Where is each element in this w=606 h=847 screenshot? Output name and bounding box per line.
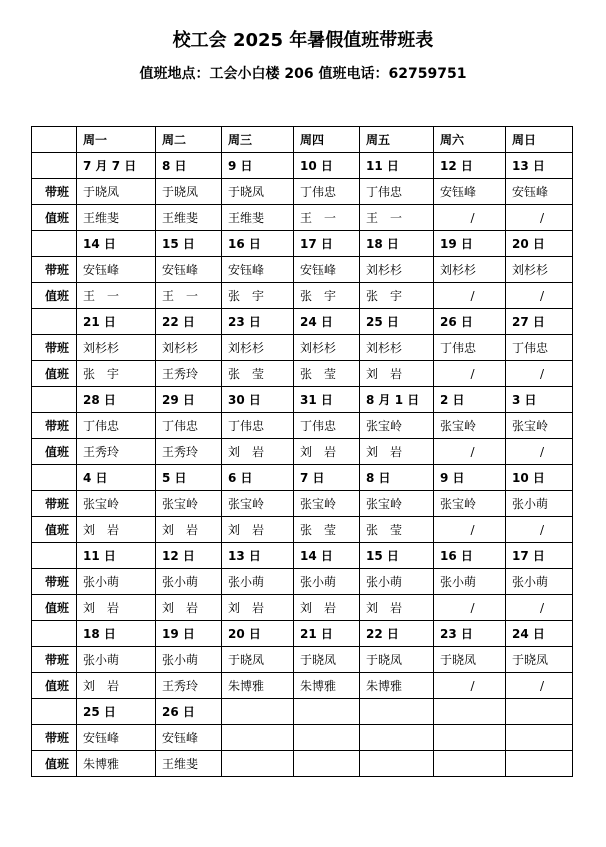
date-cell: 3 日 [506, 387, 573, 413]
lead-row [32, 647, 573, 673]
lead-person-cell: 张小萌 [506, 491, 573, 517]
lead-person-cell: 丁伟忠 [360, 179, 434, 205]
lead-label: 带班 [32, 179, 77, 205]
duty-label: 值班 [32, 673, 77, 699]
date-cell: 18 日 [77, 621, 156, 647]
lead-person-cell: 于晓凤 [222, 179, 294, 205]
weekday-cell: 周六 [434, 127, 506, 153]
duty-person-cell: / [434, 361, 506, 387]
lead-person-cell [360, 725, 434, 751]
page-title: 校工会 2025 年暑假值班带班表 [172, 30, 434, 51]
duty-person-cell [434, 751, 506, 777]
duty-person-cell: 王维斐 [77, 205, 156, 231]
duty-person-cell: / [434, 517, 506, 543]
date-cell: 17 日 [506, 543, 573, 569]
duty-person-cell: / [434, 673, 506, 699]
date-cell: 26 日 [434, 309, 506, 335]
lead-row [32, 413, 573, 439]
lead-row [32, 179, 573, 205]
date-cell: 23 日 [222, 309, 294, 335]
date-cell [434, 699, 506, 725]
lead-person-cell: 于晓凤 [294, 647, 360, 673]
duty-person-cell: 刘 岩 [222, 439, 294, 465]
lead-person-cell: 于晓凤 [222, 647, 294, 673]
date-cell: 11 日 [77, 543, 156, 569]
lead-person-cell: 丁伟忠 [77, 413, 156, 439]
page-subtitle: 值班地点：工会小白楼 206 值班电话：62759751 [139, 66, 467, 82]
duty-person-cell: 刘 岩 [222, 595, 294, 621]
duty-person-cell: / [506, 517, 573, 543]
duty-label: 值班 [32, 283, 77, 309]
lead-person-cell: 张宝岭 [360, 491, 434, 517]
duty-person-cell: 王秀玲 [156, 673, 222, 699]
date-cell: 28 日 [77, 387, 156, 413]
date-cell: 17 日 [294, 231, 360, 257]
lead-person-cell [222, 725, 294, 751]
lead-person-cell: 张宝岭 [222, 491, 294, 517]
row-label-empty [32, 621, 77, 647]
duty-person-cell: 张 宇 [294, 283, 360, 309]
date-cell: 21 日 [77, 309, 156, 335]
duty-person-cell: / [506, 205, 573, 231]
date-cell: 25 日 [77, 699, 156, 725]
lead-person-cell: 于晓凤 [360, 647, 434, 673]
date-cell: 14 日 [77, 231, 156, 257]
date-cell: 14 日 [294, 543, 360, 569]
duty-row [32, 283, 573, 309]
lead-person-cell: 丁伟忠 [434, 335, 506, 361]
date-row [32, 465, 573, 491]
duty-person-cell: / [434, 439, 506, 465]
duty-row [32, 595, 573, 621]
duty-row [32, 673, 573, 699]
lead-person-cell: 张小萌 [156, 647, 222, 673]
lead-person-cell [434, 725, 506, 751]
date-cell: 13 日 [506, 153, 573, 179]
duty-person-cell: / [506, 673, 573, 699]
duty-person-cell: 王秀玲 [77, 439, 156, 465]
duty-person-cell: / [506, 361, 573, 387]
weekday-cell: 周三 [222, 127, 294, 153]
lead-person-cell: 刘杉杉 [156, 335, 222, 361]
date-cell [360, 699, 434, 725]
date-cell: 30 日 [222, 387, 294, 413]
duty-label: 值班 [32, 595, 77, 621]
date-cell: 13 日 [222, 543, 294, 569]
date-cell: 18 日 [360, 231, 434, 257]
lead-person-cell: 张小萌 [222, 569, 294, 595]
date-cell: 19 日 [156, 621, 222, 647]
lead-label: 带班 [32, 569, 77, 595]
duty-person-cell: 王 一 [360, 205, 434, 231]
lead-person-cell: 张宝岭 [434, 413, 506, 439]
lead-person-cell: 张宝岭 [156, 491, 222, 517]
duty-person-cell: 张 宇 [360, 283, 434, 309]
lead-person-cell: 安钰峰 [506, 179, 573, 205]
duty-row [32, 361, 573, 387]
date-cell: 21 日 [294, 621, 360, 647]
lead-person-cell: 安钰峰 [156, 725, 222, 751]
date-cell: 5 日 [156, 465, 222, 491]
date-cell: 16 日 [434, 543, 506, 569]
duty-person-cell [360, 751, 434, 777]
row-label-empty [32, 465, 77, 491]
duty-row [32, 205, 573, 231]
date-cell [506, 699, 573, 725]
date-row [32, 621, 573, 647]
date-row [32, 387, 573, 413]
date-cell: 31 日 [294, 387, 360, 413]
lead-person-cell: 安钰峰 [77, 725, 156, 751]
duty-label: 值班 [32, 517, 77, 543]
duty-label: 值班 [32, 361, 77, 387]
lead-person-cell: 张小萌 [360, 569, 434, 595]
duty-person-cell: 刘 岩 [360, 361, 434, 387]
weekday-cell: 周四 [294, 127, 360, 153]
duty-person-cell: 刘 岩 [156, 517, 222, 543]
date-cell: 7 月 7 日 [77, 153, 156, 179]
duty-label: 值班 [32, 439, 77, 465]
weekday-cell: 周五 [360, 127, 434, 153]
lead-person-cell: 丁伟忠 [156, 413, 222, 439]
duty-person-cell: 张 莹 [294, 361, 360, 387]
lead-person-cell: 刘杉杉 [360, 257, 434, 283]
lead-person-cell: 张小萌 [506, 569, 573, 595]
corner-cell [32, 127, 77, 153]
date-cell: 20 日 [222, 621, 294, 647]
date-cell [222, 699, 294, 725]
duty-person-cell: 王 一 [156, 283, 222, 309]
duty-person-cell: / [434, 595, 506, 621]
date-cell [294, 699, 360, 725]
weekday-cell: 周日 [506, 127, 573, 153]
duty-label: 值班 [32, 205, 77, 231]
lead-person-cell: 张小萌 [156, 569, 222, 595]
duty-person-cell: / [506, 283, 573, 309]
duty-row [32, 439, 573, 465]
duty-person-cell: 刘 岩 [77, 595, 156, 621]
lead-label: 带班 [32, 725, 77, 751]
lead-person-cell: 安钰峰 [294, 257, 360, 283]
lead-person-cell: 于晓凤 [434, 647, 506, 673]
lead-label: 带班 [32, 257, 77, 283]
date-cell: 11 日 [360, 153, 434, 179]
duty-person-cell: 刘 岩 [294, 439, 360, 465]
lead-person-cell: 于晓凤 [506, 647, 573, 673]
duty-person-cell: 朱博雅 [222, 673, 294, 699]
date-row [32, 231, 573, 257]
duty-person-cell: / [434, 283, 506, 309]
weekday-cell: 周二 [156, 127, 222, 153]
lead-person-cell: 丁伟忠 [506, 335, 573, 361]
duty-person-cell: 张 莹 [294, 517, 360, 543]
duty-person-cell: 张 莹 [360, 517, 434, 543]
lead-row [32, 257, 573, 283]
lead-person-cell: 刘杉杉 [434, 257, 506, 283]
duty-row [32, 751, 573, 777]
duty-person-cell: 刘 岩 [360, 439, 434, 465]
lead-person-cell [506, 725, 573, 751]
date-cell: 9 日 [222, 153, 294, 179]
date-cell: 20 日 [506, 231, 573, 257]
date-row [32, 309, 573, 335]
date-cell: 29 日 [156, 387, 222, 413]
row-label-empty [32, 153, 77, 179]
date-cell: 24 日 [506, 621, 573, 647]
date-cell: 22 日 [360, 621, 434, 647]
duty-person-cell: 王维斐 [222, 205, 294, 231]
date-cell: 25 日 [360, 309, 434, 335]
duty-person-cell: 刘 岩 [360, 595, 434, 621]
duty-person-cell: 刘 岩 [77, 517, 156, 543]
lead-person-cell: 刘杉杉 [77, 335, 156, 361]
lead-person-cell: 刘杉杉 [360, 335, 434, 361]
lead-label: 带班 [32, 335, 77, 361]
duty-person-cell: 朱博雅 [360, 673, 434, 699]
date-row [32, 699, 573, 725]
date-cell: 15 日 [156, 231, 222, 257]
date-cell: 8 日 [360, 465, 434, 491]
lead-person-cell: 丁伟忠 [294, 179, 360, 205]
duty-person-cell: 张 宇 [222, 283, 294, 309]
row-label-empty [32, 231, 77, 257]
lead-label: 带班 [32, 413, 77, 439]
weekday-cell: 周一 [77, 127, 156, 153]
duty-person-cell [222, 751, 294, 777]
duty-person-cell: 朱博雅 [294, 673, 360, 699]
lead-person-cell: 丁伟忠 [222, 413, 294, 439]
duty-person-cell: 刘 岩 [222, 517, 294, 543]
duty-person-cell: 刘 岩 [294, 595, 360, 621]
row-label-empty [32, 543, 77, 569]
row-label-empty [32, 699, 77, 725]
duty-person-cell: 王秀玲 [156, 439, 222, 465]
date-cell: 26 日 [156, 699, 222, 725]
date-cell: 16 日 [222, 231, 294, 257]
duty-row [32, 517, 573, 543]
weekday-header-row [32, 127, 573, 153]
row-label-empty [32, 387, 77, 413]
duty-person-cell: 王维斐 [156, 205, 222, 231]
lead-person-cell: 于晓凤 [156, 179, 222, 205]
duty-person-cell: 张 宇 [77, 361, 156, 387]
date-cell: 27 日 [506, 309, 573, 335]
date-cell: 10 日 [506, 465, 573, 491]
date-cell: 4 日 [77, 465, 156, 491]
date-cell: 12 日 [434, 153, 506, 179]
duty-person-cell: 王维斐 [156, 751, 222, 777]
duty-person-cell: / [434, 205, 506, 231]
date-cell: 22 日 [156, 309, 222, 335]
date-row [32, 543, 573, 569]
duty-person-cell: 王秀玲 [156, 361, 222, 387]
lead-label: 带班 [32, 491, 77, 517]
duty-person-cell: / [506, 439, 573, 465]
lead-person-cell: 张宝岭 [360, 413, 434, 439]
date-cell: 12 日 [156, 543, 222, 569]
lead-row [32, 725, 573, 751]
duty-person-cell: 王 一 [294, 205, 360, 231]
lead-person-cell: 张宝岭 [434, 491, 506, 517]
lead-person-cell: 张宝岭 [294, 491, 360, 517]
duty-person-cell: 朱博雅 [77, 751, 156, 777]
lead-row [32, 491, 573, 517]
lead-person-cell: 安钰峰 [156, 257, 222, 283]
lead-person-cell: 刘杉杉 [294, 335, 360, 361]
lead-person-cell: 张小萌 [77, 569, 156, 595]
date-cell: 8 日 [156, 153, 222, 179]
duty-person-cell: 刘 岩 [77, 673, 156, 699]
duty-roster-table [31, 126, 573, 777]
date-cell: 19 日 [434, 231, 506, 257]
date-cell: 9 日 [434, 465, 506, 491]
lead-row [32, 569, 573, 595]
date-cell: 24 日 [294, 309, 360, 335]
lead-person-cell: 安钰峰 [222, 257, 294, 283]
date-cell: 15 日 [360, 543, 434, 569]
lead-person-cell [294, 725, 360, 751]
duty-person-cell [294, 751, 360, 777]
duty-person-cell: 刘 岩 [156, 595, 222, 621]
date-row [32, 153, 573, 179]
lead-row [32, 335, 573, 361]
duty-person-cell: 张 莹 [222, 361, 294, 387]
date-cell: 10 日 [294, 153, 360, 179]
row-label-empty [32, 309, 77, 335]
lead-person-cell: 张小萌 [77, 647, 156, 673]
date-cell: 6 日 [222, 465, 294, 491]
duty-person-cell: / [506, 595, 573, 621]
lead-person-cell: 刘杉杉 [222, 335, 294, 361]
lead-person-cell: 张小萌 [294, 569, 360, 595]
lead-person-cell: 张宝岭 [506, 413, 573, 439]
lead-person-cell: 刘杉杉 [506, 257, 573, 283]
duty-person-cell [506, 751, 573, 777]
lead-person-cell: 张小萌 [434, 569, 506, 595]
duty-person-cell: 王 一 [77, 283, 156, 309]
date-cell: 8 月 1 日 [360, 387, 434, 413]
date-cell: 7 日 [294, 465, 360, 491]
lead-label: 带班 [32, 647, 77, 673]
date-cell: 2 日 [434, 387, 506, 413]
lead-person-cell: 张宝岭 [77, 491, 156, 517]
duty-label: 值班 [32, 751, 77, 777]
lead-person-cell: 安钰峰 [434, 179, 506, 205]
lead-person-cell: 丁伟忠 [294, 413, 360, 439]
lead-person-cell: 于晓凤 [77, 179, 156, 205]
date-cell: 23 日 [434, 621, 506, 647]
lead-person-cell: 安钰峰 [77, 257, 156, 283]
